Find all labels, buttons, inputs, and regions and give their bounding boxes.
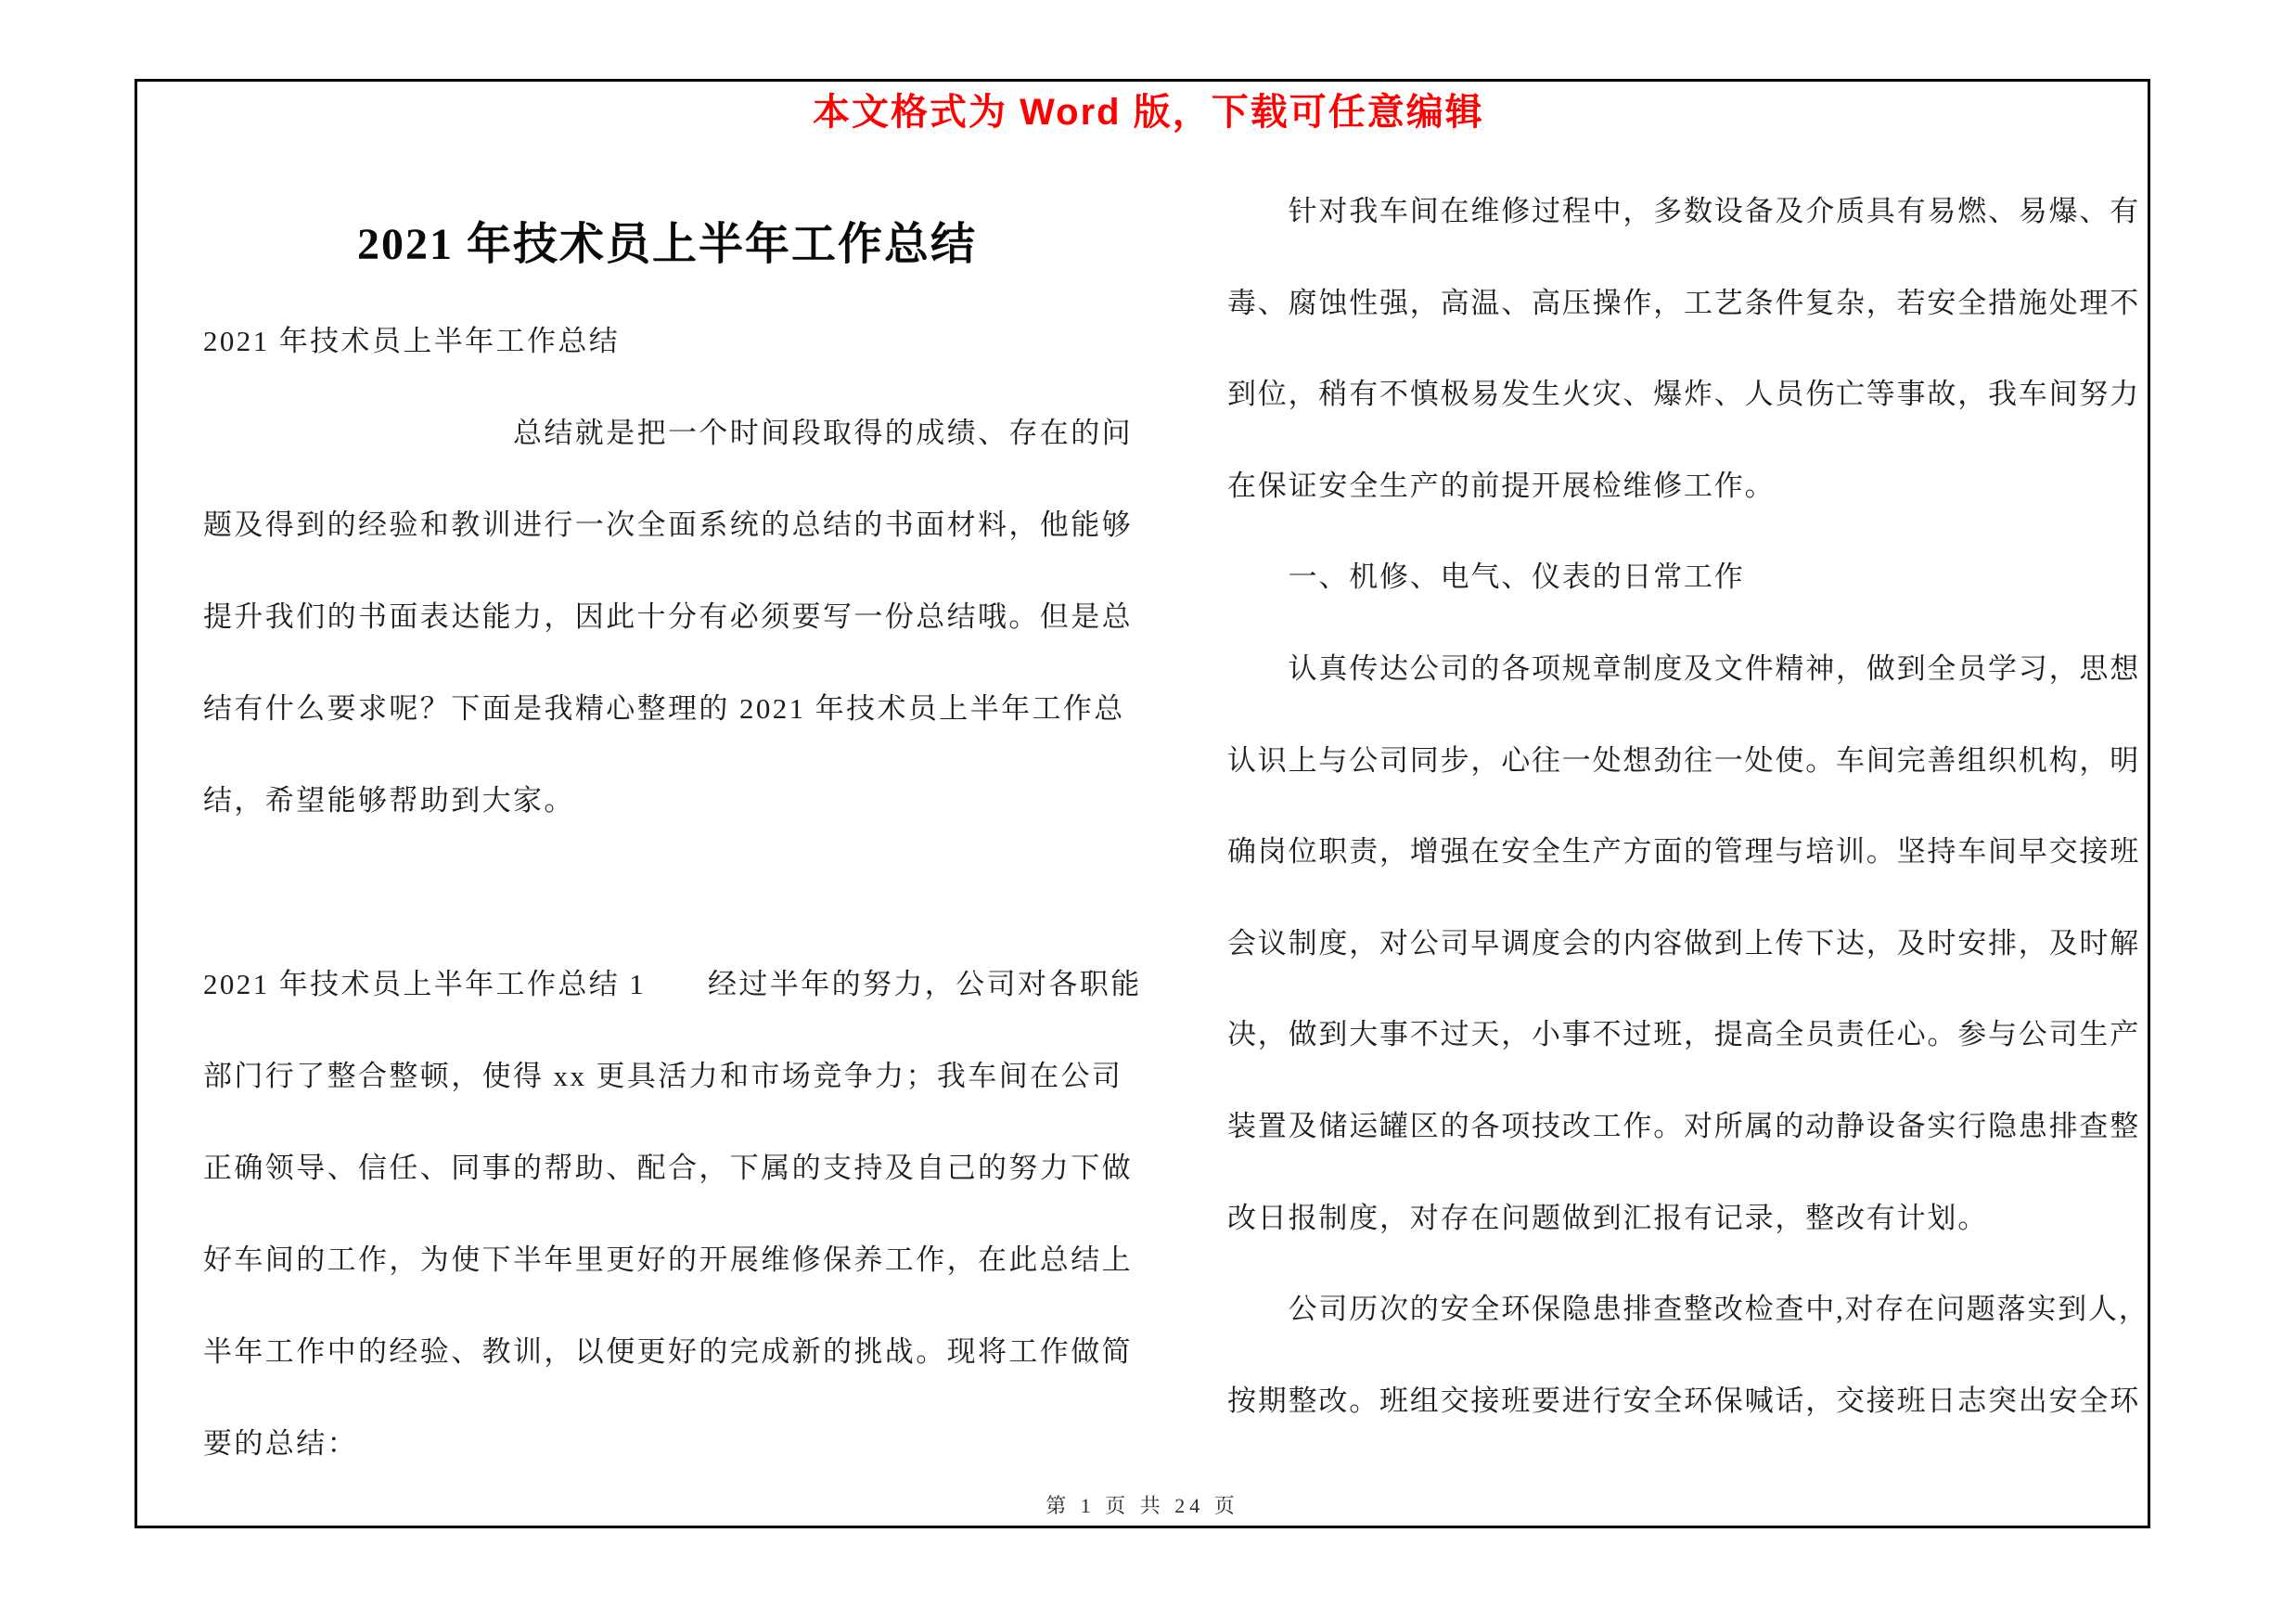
text-line: 题及得到的经验和教训进行一次全面系统的总结的书面材料，他能够 <box>203 509 1133 541</box>
text-line: 到位，稍有不慎极易发生火灾、爆炸、人员伤亡等事故，我车间努力 <box>1227 378 2140 410</box>
text-line: 结有什么要求呢？下面是我精心整理的 2021 年技术员上半年工作总 <box>203 692 1125 725</box>
text-line: 改日报制度，对存在问题做到汇报有记录，整改有计划。 <box>1227 1202 1988 1234</box>
text-line: 确岗位职责，增强在安全生产方面的管理与培训。坚持车间早交接班 <box>1227 835 2140 868</box>
text-line: 公司历次的安全环保隐患排查整改检查中,对存在问题落实到人， <box>1288 1293 2149 1325</box>
word-page <box>135 79 2150 1528</box>
text-line: 认真传达公司的各项规章制度及文件精神，做到全员学习，思想 <box>1288 652 2140 685</box>
text-line: 2021 年技术员上半年工作总结 <box>203 325 621 357</box>
text-line: 认识上与公司同步，心往一处想劲往一处使。车间完善组织机构，明 <box>1227 744 2140 777</box>
watermark-banner: 本文格式为 Word 版，下载可任意编辑 <box>813 92 1484 133</box>
document-title: 2021 年技术员上半年工作总结 <box>356 220 977 269</box>
text-line: 结，希望能够帮助到大家。 <box>203 784 575 817</box>
text-line: 按期整改。班组交接班要进行安全环保喊话，交接班日志突出安全环 <box>1227 1385 2140 1417</box>
text-line: 好车间的工作，为使下半年里更好的开展维修保养工作，在此总结上 <box>203 1243 1133 1276</box>
text-line: 2021 年技术员上半年工作总结 1 经过半年的努力，公司对各职能 <box>203 968 1142 1000</box>
text-line: 一、机修、电气、仪表的日常工作 <box>1288 560 1745 593</box>
text-line: 部门行了整合整顿，使得 xx 更具活力和市场竞争力；我车间在公司 <box>203 1060 1123 1092</box>
text-line: 提升我们的书面表达能力，因此十分有必须要写一份总结哦。但是总 <box>203 600 1133 633</box>
right-text-column <box>1227 82 2149 1526</box>
text-line: 毒、腐蚀性强，高温、高压操作，工艺条件复杂，若安全措施处理不 <box>1227 287 2140 319</box>
text-line: 在保证安全生产的前提开展检维修工作。 <box>1227 470 1776 502</box>
text-line: 针对我车间在维修过程中，多数设备及介质具有易燃、易爆、有 <box>1288 195 2140 227</box>
text-line: 半年工作中的经验、教训，以便更好的完成新的挑战。现将工作做简 <box>203 1335 1133 1368</box>
text-line: 会议制度，对公司早调度会的内容做到上传下达，及时安排，及时解 <box>1227 927 2140 960</box>
page-number-footer: 第 1 页 共 24 页 <box>1045 1494 1239 1517</box>
text-line: 装置及储运罐区的各项技改工作。对所属的动静设备实行隐患排查整 <box>1227 1110 2140 1142</box>
text-line: 决，做到大事不过天，小事不过班，提高全员责任心。参与公司生产 <box>1227 1018 2140 1050</box>
text-line: 总结就是把一个时间段取得的成绩、存在的问 <box>513 417 1133 449</box>
text-line: 正确领导、信任、同事的帮助、配合，下属的支持及自己的努力下做 <box>203 1152 1133 1184</box>
text-line: 要的总结： <box>203 1427 358 1460</box>
